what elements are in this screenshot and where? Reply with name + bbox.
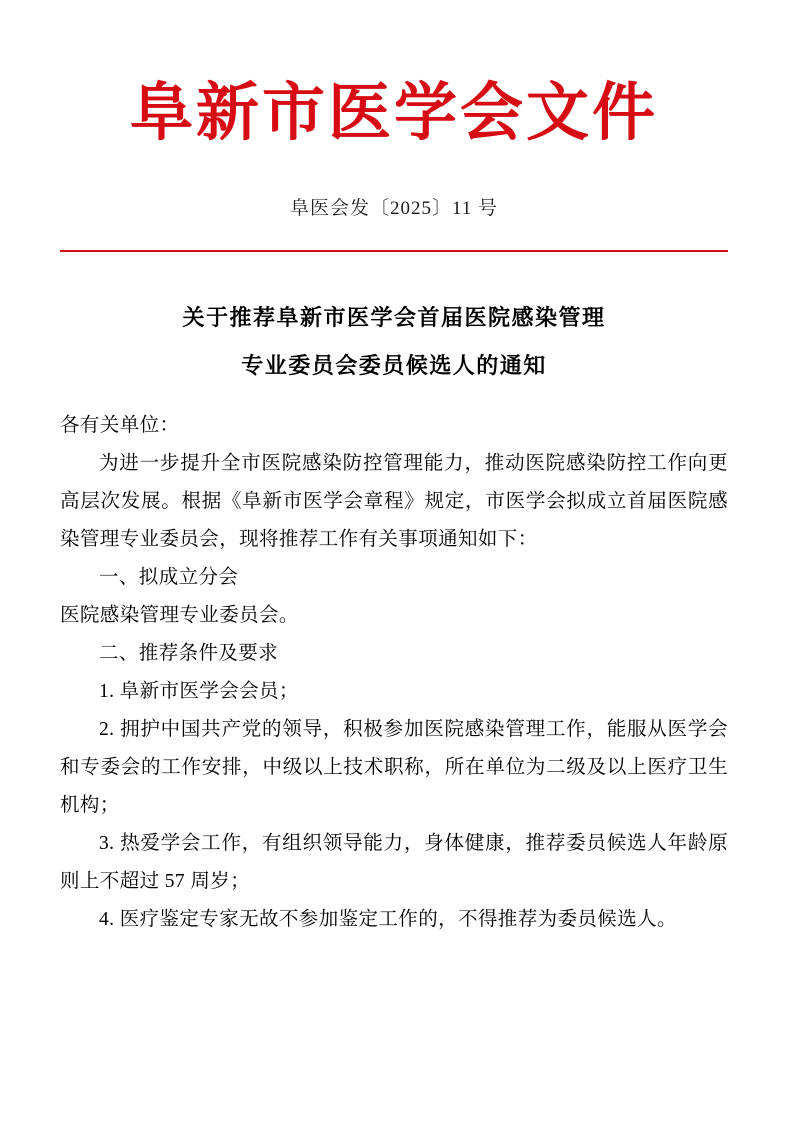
- paragraph-condition-4: 4. 医疗鉴定专家无故不参加鉴定工作的，不得推荐为委员候选人。: [99, 909, 677, 931]
- paragraph-section-one-heading: 一、拟成立分会: [99, 566, 239, 588]
- paragraph-condition-2: 2. 拥护中国共产党的领导，积极参加医院感染管理工作，能服从医学会和专委会的工作安排，中级以上技术职称，所在单位为二级及以上医疗卫生机构；: [60, 718, 728, 816]
- paragraph-condition-3: 3. 热爱学会工作，有组织领导能力，身体健康，推荐委员候选人年龄原则上不超过 57 周岁；: [60, 833, 728, 893]
- document-title-line-1: 关于推荐阜新市医学会首届医院感染管理: [182, 305, 606, 331]
- red-divider-rule: [60, 250, 728, 253]
- page-footer-space: [60, 939, 728, 979]
- document-number: 阜医会发〔2025〕11 号: [289, 197, 499, 219]
- document-title-block: [60, 294, 728, 391]
- paragraph-section-two-heading: 二、推荐条件及要求: [99, 642, 279, 664]
- paragraph-salutation: 各有关单位：: [60, 414, 180, 436]
- document-body: [60, 407, 728, 939]
- document-header: [60, 0, 728, 220]
- paragraph-condition-1: 1. 阜新市医学会会员；: [99, 680, 299, 702]
- document-title-line-2: 专业委员会委员候选人的通知: [241, 353, 547, 379]
- paragraph-intro: 为进一步提升全市医院感染防控管理能力，推动医院感染防控工作向更高层次发展。根据《阜新市医学会章程》规定，市医学会拟成立首届医院感染管理专业委员会，现将推荐工作有关事项通知如下：: [60, 452, 728, 550]
- paragraph-committee-name: 医院感染管理专业委员会。: [60, 604, 299, 626]
- organization-title: 阜新市医学会文件: [130, 78, 658, 148]
